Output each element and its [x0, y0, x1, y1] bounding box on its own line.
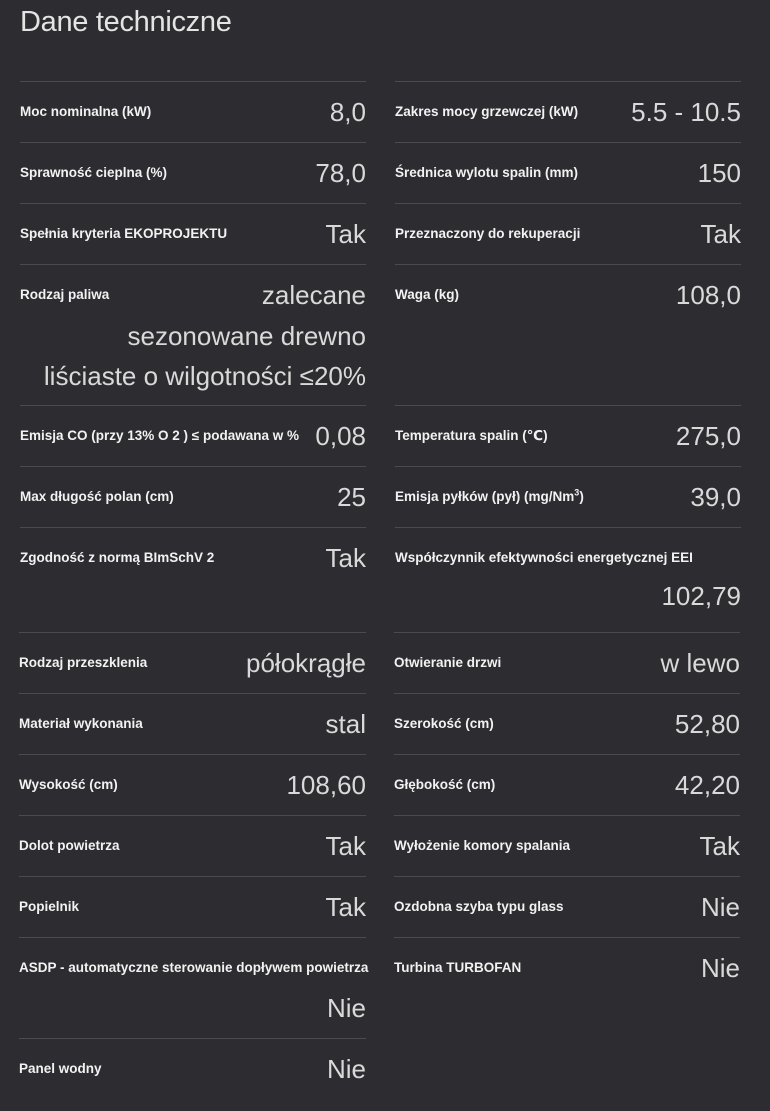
spec-label: Sprawność cieplna (%) — [20, 165, 168, 180]
spec-label: Moc nominalna (kW) — [20, 104, 152, 119]
spec-label: Średnica wylotu spalin (mm) — [395, 165, 579, 180]
spec-value: Tak — [700, 219, 741, 249]
spec-row-emisja-pylkow — [395, 466, 741, 527]
page-title: Dane techniczne — [20, 6, 232, 38]
spec-value: 275,0 — [675, 421, 741, 451]
spec-row-emisja-co — [20, 405, 366, 466]
spec-row-turbofan — [394, 937, 740, 998]
value-line: sezonowane drewno — [127, 320, 366, 351]
value-line: zalecane — [261, 280, 366, 310]
spec-label: Materiał wykonania — [19, 716, 143, 731]
spec-label: Spełnia kryteria EKOPROJEKTU — [20, 226, 228, 241]
spec-value: 25 — [337, 482, 366, 512]
spec-label: Waga (kg) — [395, 287, 459, 302]
spec-label: Głębokość (cm) — [394, 777, 496, 792]
spec-value: stal — [325, 709, 366, 739]
spec-value: 8,0 — [329, 97, 366, 127]
spec-value: 52,80 — [674, 709, 740, 739]
spec-label: Max długość polan (cm) — [20, 489, 174, 504]
spec-row-glebokosc — [394, 754, 740, 815]
spec-label: Wysokość (cm) — [19, 777, 118, 792]
spec-label: Rodzaj przeszklenia — [19, 655, 148, 670]
spec-row-sprawnosc — [20, 142, 366, 203]
spec-row-srednica-wylotu — [395, 142, 741, 203]
spec-row-popielnik — [19, 876, 366, 937]
spec-value: 0,08 — [315, 421, 366, 451]
spec-label: Popielnik — [19, 899, 80, 914]
spec-label — [395, 488, 584, 506]
spec-value: 108,0 — [675, 280, 741, 310]
spec-label: Szerokość (cm) — [394, 716, 494, 731]
spec-row-dlugosc-polan — [20, 466, 366, 527]
spec-label: Zakres mocy grzewczej (kW) — [395, 104, 579, 119]
spec-value: 150 — [697, 158, 741, 188]
spec-label: Rodzaj paliwa — [20, 287, 110, 302]
label-text: Emisja pyłków (pył) (mg/Nm — [395, 489, 575, 504]
spec-row-temperatura-spalin — [395, 405, 741, 466]
spec-value: Tak — [325, 219, 366, 249]
spec-row-waga — [395, 264, 741, 405]
spec-value: 39,0 — [690, 482, 741, 512]
spec-label: Turbina TURBOFAN — [394, 960, 522, 975]
spec-row-asdp — [19, 937, 369, 1038]
spec-row-rekuperacja — [395, 203, 741, 264]
spec-label: Panel wodny — [19, 1061, 102, 1076]
spec-row-dolot-powietrza — [19, 815, 366, 876]
spec-value: Nie — [326, 993, 366, 1023]
spec-value: Tak — [699, 831, 740, 861]
spec-label: Dolot powietrza — [19, 838, 120, 853]
spec-value: Tak — [325, 892, 366, 922]
spec-label: Przeznaczony do rekuperacji — [395, 226, 581, 241]
spec-row-otwieranie-drzwi — [394, 632, 740, 693]
spec-row-eei — [395, 527, 741, 632]
spec-row-ozdobna-szyba — [394, 876, 740, 937]
spec-row-material — [19, 693, 366, 754]
spec-value: Tak — [325, 543, 366, 573]
label-superscript: 3 — [574, 487, 580, 498]
spec-row-ekoprojekt — [20, 203, 366, 264]
spec-label: Współczynnik efektywności energetycznej EEI — [395, 550, 693, 565]
spec-label: Ozdobna szyba typu glass — [394, 899, 564, 914]
spec-value: Nie — [326, 1054, 366, 1084]
spec-value: 108,60 — [286, 770, 366, 800]
spec-value: 5.5 - 10.5 — [631, 97, 741, 127]
spec-value: w lewo — [660, 648, 740, 678]
spec-row-zakres-mocy — [395, 81, 741, 142]
spec-label: Emisja CO (przy 13% O 2 ) ≤ podawana w % — [20, 428, 299, 443]
spec-row-bimschv — [20, 527, 366, 632]
spec-label: Wyłożenie komory spalania — [394, 838, 571, 853]
spec-row-panel-wodny — [19, 1038, 366, 1099]
spec-row-przeszklenie — [19, 632, 366, 693]
spec-value: 102,79 — [661, 581, 741, 611]
spec-label: ASDP - automatyczne sterowanie dopływem powietrza — [19, 960, 369, 975]
label-text-end: ) — [579, 489, 584, 504]
spec-label: Temperatura spalin (℃) — [395, 428, 548, 443]
spec-value: Nie — [700, 953, 740, 983]
spec-row-wylozenie-komory — [394, 815, 740, 876]
spec-label: Otwieranie drzwi — [394, 655, 502, 670]
spec-row-wysokosc — [19, 754, 366, 815]
spec-value: Nie — [700, 892, 740, 922]
value-line: liściaste o wilgotności ≤20% — [43, 361, 366, 391]
spec-row-szerokosc — [394, 693, 740, 754]
spec-value: Tak — [325, 831, 366, 861]
spec-label: Zgodność z normą BImSchV 2 — [20, 550, 215, 565]
spec-value: 78,0 — [315, 158, 366, 188]
spec-row-rodzaj-paliwa — [20, 264, 366, 405]
spec-row-moc-nominalna — [20, 81, 366, 142]
spec-value — [20, 275, 366, 397]
spec-value: półokrągłe — [246, 648, 366, 678]
spec-value: 42,20 — [674, 770, 740, 800]
